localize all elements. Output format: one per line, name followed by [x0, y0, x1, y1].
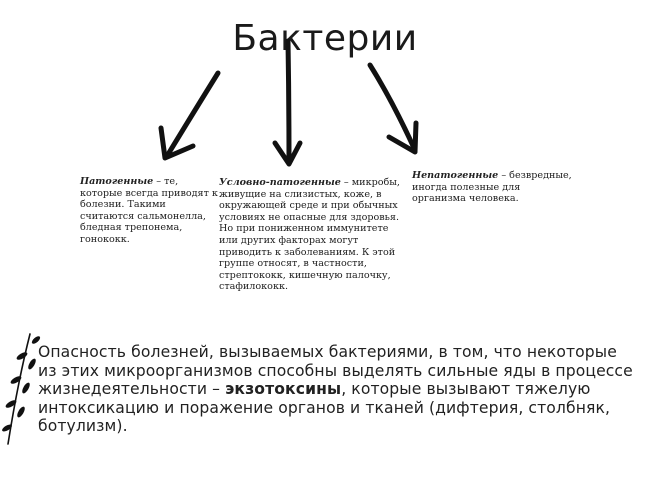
- explanatory-paragraph: [38, 343, 638, 436]
- branch-conditionally-pathogenic: [219, 177, 409, 293]
- branch-non-pathogenic: [412, 170, 572, 205]
- diagram-title: Бактерии: [232, 18, 418, 59]
- text-pathogenic: – те, которые всегда приводят к болезни. Такими считаются сальмонелла, бледная трепонема, гонококк.: [80, 176, 218, 245]
- text-non-pathogenic: – безвредные, иногда полезные для организма человека.: [412, 170, 572, 205]
- arrow-right-icon: [370, 65, 416, 152]
- arrow-middle-icon: [275, 41, 300, 164]
- paragraph-text-end: , которые вызывают тяжелую интоксикацию и поражение органов и тканей (дифтерия, столбняк, ботулизм).: [38, 380, 611, 436]
- term-conditionally-pathogenic: Условно-патогенные: [219, 177, 341, 188]
- paragraph-text-start: Опасность болезней, вызываемых бактериями, в том, что некоторые из этих микроорганизмов способны выделять сильные яды в процессе жизнедеятельности –: [38, 343, 633, 399]
- term-non-pathogenic: Непатогенные: [412, 170, 499, 181]
- paragraph-bold-term: экзотоксины: [225, 380, 342, 399]
- term-pathogenic: Патогенные: [80, 176, 154, 187]
- text-conditionally-pathogenic: – микробы, живущие на слизистых, коже, в окружающей среде и при обычных условиях не опасные для здоровья. Но при пониженном иммунитете или других факторах могут приводить к заболеваниям. К этой группе относят, в частности, стрептококк, кишечную палочку, стафилококк.: [219, 177, 400, 293]
- arrow-left-icon: [161, 73, 218, 158]
- branch-pathogenic: [80, 176, 222, 246]
